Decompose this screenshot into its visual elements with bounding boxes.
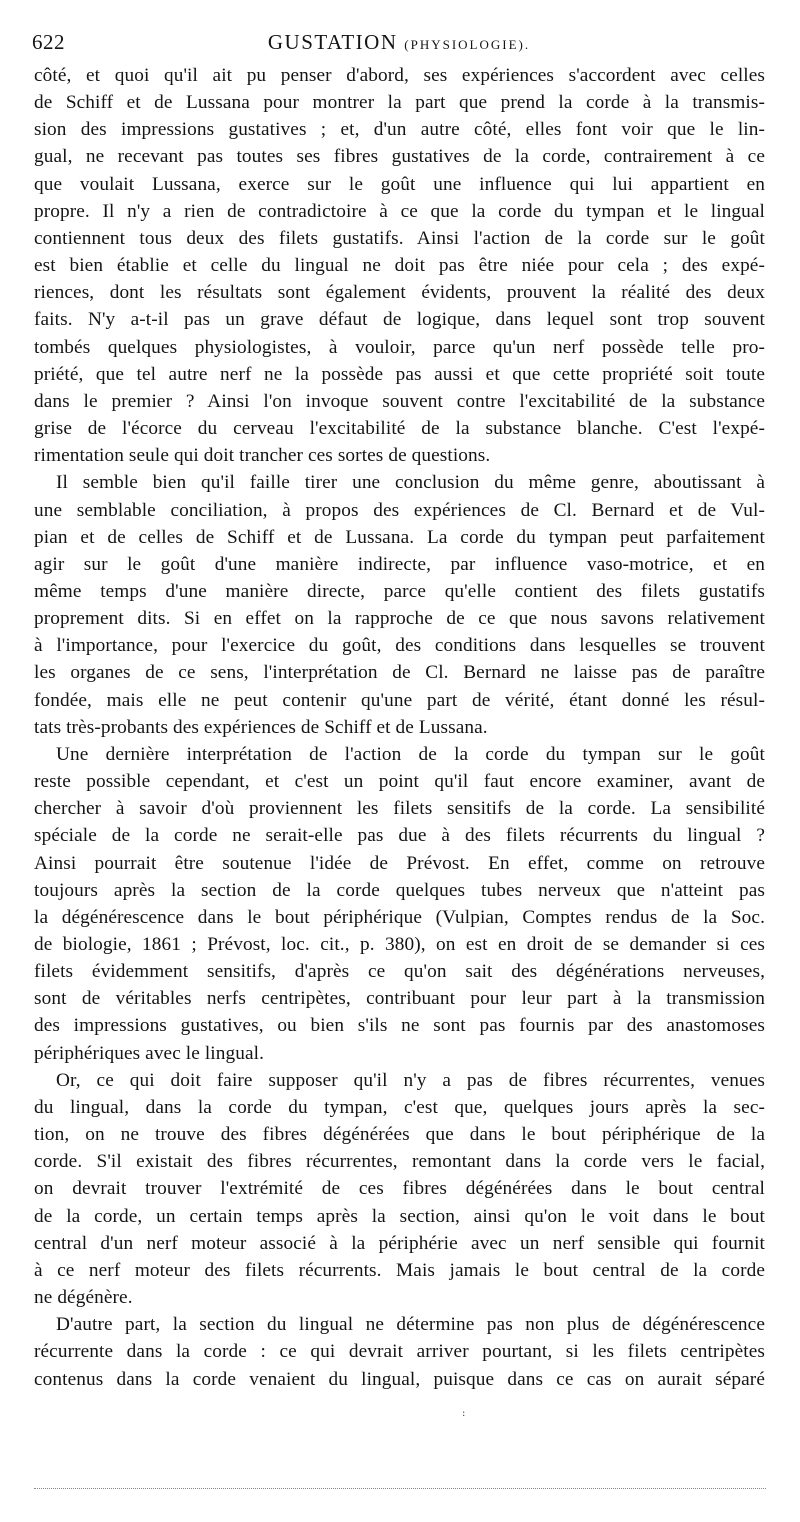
text-line: de la corde, un certain temps après la section, ainsi qu'on le voit dans le bout: [34, 1205, 765, 1227]
text-line: périphériques avec le lingual.: [34, 1042, 264, 1064]
text-line: spéciale de la corde ne serait-elle pas due à des filets récurrents du lingual ?: [34, 825, 765, 847]
text-line: même temps d'une manière directe, parce qu'elle contient des filets gustatifs: [34, 580, 765, 602]
text-line: dans le premier ? Ainsi l'on invoque souvent contre l'excitabilité de la substance: [34, 390, 765, 412]
text-line: sion des impressions gustatives ; et, d'un autre côté, elles font voir que le lin-: [34, 119, 765, 141]
text-line: Or, ce qui doit faire supposer qu'il n'y a pas de fibres récurrentes, venues: [56, 1069, 765, 1091]
paragraph: [34, 62, 765, 469]
text-line: contiennent tous deux des filets gustatifs. Ainsi l'action de la corde sur le goût: [34, 227, 765, 249]
text-line: chercher à savoir d'où proviennent les filets sensitifs de la corde. La sensibilité: [34, 798, 765, 820]
footer-mark: :: [462, 1408, 466, 1419]
text-line: sont de véritables nerfs centripètes, contribuant pour leur part à la transmission: [34, 988, 765, 1010]
text-line: Une dernière interprétation de l'action de la corde du tympan sur le goût: [56, 743, 765, 765]
paragraph: [34, 1311, 765, 1392]
text-line: côté, et quoi qu'il ait pu penser d'abord, ses expériences s'accordent avec celles: [34, 65, 765, 86]
text-line: les organes de ce sens, l'interprétation de Cl. Bernard ne laisse pas de paraître: [34, 662, 765, 684]
text-line: à l'importance, pour l'exercice du goût, des conditions dans lesquelles se trouvent: [34, 635, 765, 657]
text-line: central d'un nerf moteur associé à la périphérie avec un nerf sensible qui fournit: [34, 1232, 765, 1254]
text-line: filets évidemment sensitifs, d'après ce qu'on sait des dégénérations nerveuses,: [34, 961, 765, 983]
text-line: faits. N'y a-t-il pas un grave défaut de logique, dans lequel sont trop souvent: [34, 309, 765, 331]
running-head-title: GUSTATION: [267, 30, 398, 54]
text-line: Il semble bien qu'il faille tirer une conclusion du même genre, aboutissant à: [56, 472, 765, 494]
text-line: une semblable conciliation, à propos des expériences de Cl. Bernard et de Vul-: [34, 499, 765, 521]
text-line: D'autre part, la section du lingual ne détermine pas non plus de dégénérescence: [56, 1314, 765, 1336]
text-line: toujours après la section de la corde quelques tubes nerveux que n'atteint pas: [34, 879, 765, 901]
text-line: de biologie, 1861 ; Prévost, loc. cit., p. 380), on est en droit de se demander si ces: [34, 934, 765, 955]
running-head: [32, 30, 766, 55]
page-header: [32, 30, 766, 58]
paragraph: [34, 741, 765, 1067]
page-number: 622: [32, 30, 65, 54]
text-line: la dégénérescence dans le bout périphérique (Vulpian, Comptes rendus de la Soc.: [34, 906, 765, 928]
text-line: proprement dits. Si en effet on la rapproche de ce que nous savons relativement: [34, 608, 765, 630]
text-line: du lingual, dans la corde du tympan, c'est que, quelques jours après la sec-: [34, 1096, 765, 1118]
text-line: propre. Il n'y a rien de contradictoire à ce que la corde du tympan et le lingual: [34, 200, 765, 222]
text-line: tats très-probants des expériences de Schiff et de Lussana.: [34, 716, 488, 738]
text-line: riences, dont les résultats sont également évidents, prouvent la réalité des deux: [34, 282, 765, 304]
text-line: tombés quelques physiologistes, à vouloir, parce qu'un nerf possède telle pro-: [34, 336, 765, 358]
text-line: agir sur le goût d'une manière indirecte, par influence vaso-motrice, et en: [34, 553, 765, 575]
text-line: contenus dans la corde venaient du lingual, puisque dans ce cas on aurait séparé: [34, 1368, 765, 1390]
text-line: des impressions gustatives, ou bien s'ils ne sont pas fournis par des anastomoses: [34, 1015, 765, 1037]
body-text: [34, 62, 765, 1393]
text-line: de Schiff et de Lussana pour montrer la part que prend la corde à la transmis-: [34, 92, 765, 114]
text-line: rimentation seule qui doit trancher ces sortes de questions.: [34, 445, 491, 467]
footer-rule: [34, 1488, 766, 1489]
text-line: récurrente dans la corde : ce qui devrait arriver pourtant, si les filets centripètes: [34, 1341, 765, 1363]
text-line: gual, ne recevant pas toutes ses fibres gustatives de la corde, contrairement à ce: [34, 146, 765, 168]
text-line: reste possible cependant, et c'est un point qu'il faut encore examiner, avant de: [34, 771, 765, 793]
paragraph: [34, 469, 765, 741]
text-line: ne dégénère.: [34, 1287, 133, 1309]
paragraph: [34, 1067, 765, 1311]
text-line: pian et de celles de Schiff et de Lussana. La corde du tympan peut parfaitement: [34, 526, 765, 548]
text-line: corde. S'il existait des fibres récurrentes, remontant dans la corde vers le facial,: [34, 1151, 765, 1173]
text-line: priété, que tel autre nerf ne la possède pas aussi et que cette propriété soit toute: [34, 363, 765, 385]
text-line: grise de l'écorce du cerveau l'excitabilité de la substance blanche. C'est l'expé-: [34, 418, 765, 440]
text-line: est bien établie et celle du lingual ne doit pas être niée pour cela ; des expé-: [34, 255, 765, 277]
text-line: fondée, mais elle ne peut contenir qu'une part de vérité, étant donné les résul-: [34, 689, 765, 711]
text-line: que voulait Lussana, exerce sur le goût une influence qui lui appartient en: [34, 173, 765, 195]
running-head-subtitle: (PHYSIOLOGIE).: [404, 37, 531, 52]
text-line: tion, on ne trouve des fibres dégénérées que dans le bout périphérique de la: [34, 1124, 765, 1146]
text-line: Ainsi pourrait être soutenue l'idée de Prévost. En effet, comme on retrouve: [34, 852, 765, 874]
text-line: on devrait trouver l'extrémité de ces fibres dégénérées dans le bout central: [34, 1178, 765, 1200]
text-line: à ce nerf moteur des filets récurrents. Mais jamais le bout central de la corde: [34, 1259, 765, 1281]
